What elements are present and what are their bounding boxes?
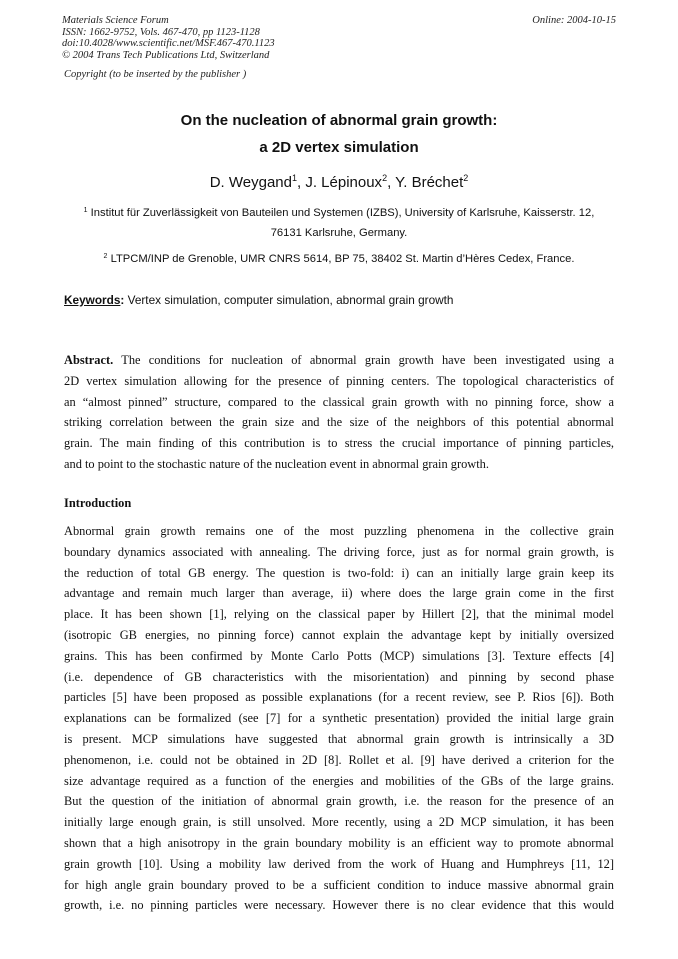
affiliation-2-text: LTPCM/INP de Grenoble, UMR CNRS 5614, BP 75, 38402 St. Martin d’Hères Cedex, France. <box>110 253 575 265</box>
author-affiliation-mark: 2 <box>463 173 469 183</box>
publisher-line: © 2004 Trans Tech Publications Ltd, Switzerland <box>62 49 270 61</box>
introduction-body <box>64 521 614 916</box>
abstract-label: Abstract. <box>64 353 114 367</box>
paper-title-line-1: On the nucleation of abnormal grain growth: <box>180 112 498 129</box>
keywords <box>64 293 453 307</box>
author-name: Y. Bréchet <box>395 174 464 191</box>
author-name: D. Weygand <box>209 174 292 191</box>
body-line: (isotropic GB energies, no pinning force) cannot explain the advantage kept by initially oversized <box>64 627 614 642</box>
body-line: boundary dynamics associated with annealing. The driving force, just as for normal grain growth, is <box>64 544 614 559</box>
journal-header <box>62 15 275 61</box>
doi-line: doi:10.4028/www.scientific.net/MSF.467-470.1123 <box>62 38 275 49</box>
abstract-line: an “almost pinned” structure, compared to the classical grain growth with no pinning force, show a <box>64 394 614 409</box>
abstract-line-text: The conditions for nucleation of abnormal grain growth have been investigated using a <box>113 353 614 367</box>
author-affiliation-mark: 2 <box>382 173 388 183</box>
abstract-line: striking correlation between the grain size and the size of the neighbors of this potential abnormal <box>64 415 614 430</box>
abstract-line: and to point to the stochastic nature of the nucleation event in abnormal grain growth. <box>64 456 489 471</box>
body-line: place. It has been shown [1], relying on the classical paper by Hillert [2], that the minimal model <box>64 607 614 622</box>
body-line: shown that a high anisotropy in the grain boundary mobility is an efficient way to promote abnormal <box>64 835 614 850</box>
abstract-line: 2D vertex simulation allowing for the presence of pinning centers. The topological characteristics of <box>64 373 614 388</box>
paper-title-line-2: a 2D vertex simulation <box>259 139 419 156</box>
abstract-line: grain. The main finding of this contribution is to stress the crucial importance of pinning particles, <box>64 436 614 451</box>
affiliation-1-continued: 76131 Karlsruhe, Germany. <box>270 227 408 239</box>
keywords-text: Vertex simulation, computer simulation, abnormal grain growth <box>124 293 454 307</box>
body-line: advantage and remain much larger than average, ii) where does the large grain come in the first <box>64 586 614 601</box>
introduction-heading: Introduction <box>64 496 132 510</box>
online-date: Online: 2004-10-15 <box>532 15 616 26</box>
author-separator: , <box>296 174 306 191</box>
author-affiliation-mark: 1 <box>291 173 297 183</box>
body-line: size advantage required as a function of the energies and mobilities of the GBs of the large grains. <box>64 773 614 788</box>
issn-line: ISSN: 1662-9752, Vols. 467-470, pp 1123-1128 <box>62 26 260 38</box>
body-line: is present. MCP simulations have suggested that abnormal grain growth is intrinsically a 3D <box>64 731 614 746</box>
keywords-label: Keywords <box>64 293 121 307</box>
body-line: particles [5] have been proposed as possible explanations (for a recent review, see P. Rios [6]). Both <box>64 690 614 705</box>
abstract <box>64 350 614 475</box>
body-line: the reduction of total GB energy. The question is two-fold: i) can an initially large grain keep its <box>64 565 614 580</box>
affiliation-2-mark: 2 <box>103 253 108 260</box>
body-line: phenomenon, i.e. could not be obtained in 2D [8]. Rollet et al. [9] have derived a criterion for the <box>64 752 614 767</box>
body-line: grains. This has been confirmed by Monte Carlo Potts (MCP) simulations [3]. Texture effects [4] <box>64 648 614 663</box>
affiliation-1-text: Institut für Zuverlässigkeit von Bauteilen und Systemen (IZBS), University of Karlsruhe, Kaisserstr. 12, <box>90 207 595 219</box>
body-line: (i.e. dependence of GB characteristics with the misorientation) and pinning by second phase <box>64 669 614 684</box>
copyright-note: Copyright (to be inserted by the publisher ) <box>64 69 247 80</box>
body-line: for high angle grain boundary proved to be a sufficient condition to induce massive abnormal grain <box>64 877 614 892</box>
body-line: grain growth [10]. Using a mobility law derived from the work of Huang and Humphreys [11, 12] <box>64 856 614 871</box>
author-separator: , <box>387 174 396 191</box>
affiliation-1-mark: 1 <box>83 207 88 214</box>
body-line: explanations can be formalized (see [7] for a synthetic presentation) provided the initial large grain <box>64 711 614 726</box>
body-line: Abnormal grain growth remains one of the most puzzling phenomena in the collective grain <box>64 524 614 538</box>
body-line: growth, i.e. no pinning particles were necessary. However there is no clear evidence that this would <box>64 898 614 913</box>
keywords-colon: : <box>120 293 125 307</box>
abstract-line <box>64 350 614 371</box>
body-line: initially large enough grain, is still unsolved. More recently, using a 2D MCP simulation, it has been <box>64 815 614 830</box>
affiliation-2 <box>0 253 678 265</box>
author-list <box>0 173 678 191</box>
journal-name: Materials Science Forum <box>62 15 169 26</box>
body-line: But the question of the initiation of abnormal grain growth, i.e. the reason for the presence of an <box>64 794 614 809</box>
affiliation-1 <box>0 207 678 219</box>
author-name: J. Lépinoux <box>305 174 383 191</box>
